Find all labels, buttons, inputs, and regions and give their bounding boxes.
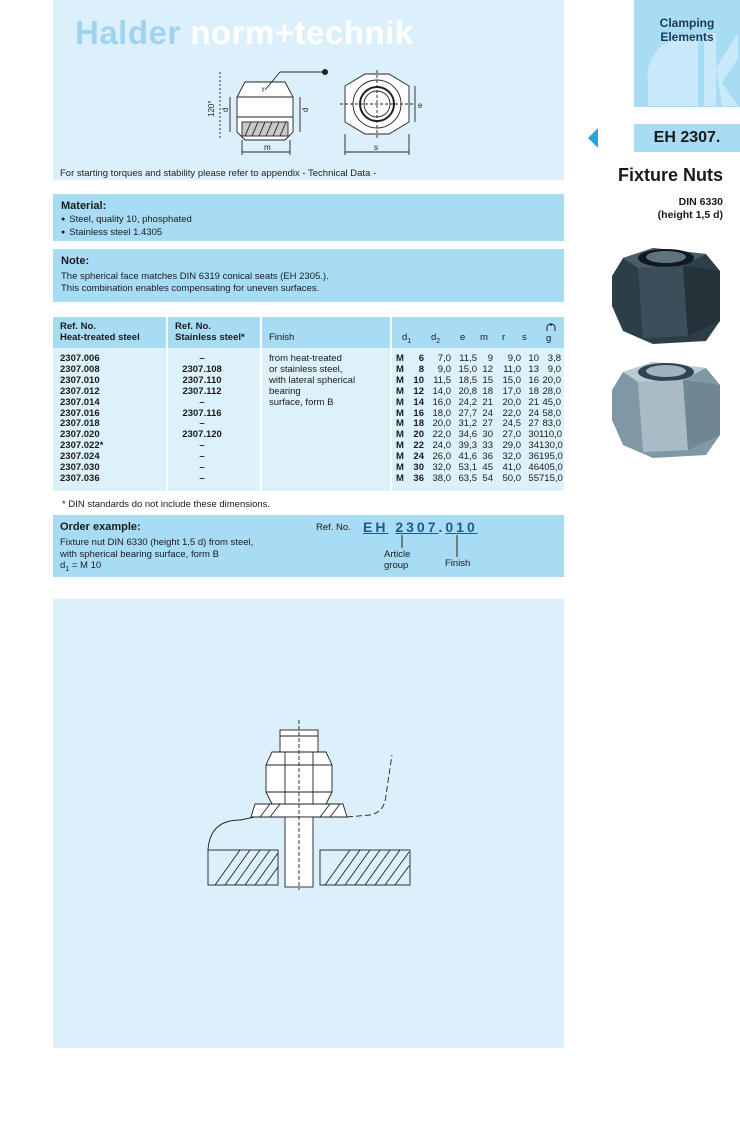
cell-ref1: 2307.036 bbox=[60, 472, 100, 484]
cell-d2: 38,0 bbox=[432, 472, 451, 484]
cell-g: 405,0 bbox=[539, 462, 563, 473]
cell-ref1: 2307.022* bbox=[60, 440, 104, 452]
cell-d2: 24,0 bbox=[432, 440, 451, 452]
d2-label: d bbox=[301, 107, 310, 112]
cell-d1: 30 bbox=[413, 462, 424, 473]
cell-e: 27,7 bbox=[458, 407, 477, 419]
cell-r: 24,5 bbox=[502, 418, 521, 430]
angle-label: 120° bbox=[207, 100, 216, 117]
finish-description: from heat-treated or stainless steel, with lateral spherical bearing surface, form B bbox=[269, 353, 356, 408]
cell-s: 36 bbox=[528, 451, 539, 463]
cell-ref1: 2307.012 bbox=[60, 385, 100, 397]
order-code bbox=[363, 519, 478, 535]
cell-e: 63,5 bbox=[458, 472, 477, 484]
cell-d2: 32,0 bbox=[432, 462, 451, 473]
cell-m: M bbox=[396, 462, 404, 473]
cell-m: M bbox=[396, 451, 404, 463]
cell-d2: 16,0 bbox=[432, 396, 451, 408]
cell-e: 34,6 bbox=[458, 429, 477, 441]
col-header-ref-heat-treated: Ref. No. Heat-treated steel bbox=[60, 321, 140, 343]
cell-mm: 9 bbox=[487, 353, 493, 364]
product-photo-phosphated bbox=[608, 246, 728, 346]
cell-ref2: – bbox=[199, 462, 205, 473]
cell-g: 83,0 bbox=[542, 418, 561, 430]
product-photo-stainless bbox=[608, 360, 728, 460]
cell-e: 15,0 bbox=[458, 363, 477, 375]
brand-name-part2: norm+technik bbox=[190, 14, 414, 51]
cell-ref2: – bbox=[199, 418, 205, 430]
cell-m: M bbox=[396, 407, 404, 419]
cell-s: 18 bbox=[528, 385, 539, 397]
cell-g: 130,0 bbox=[539, 440, 563, 452]
cell-r: 22,0 bbox=[502, 407, 521, 419]
cell-ref2: – bbox=[199, 472, 205, 484]
cell-d2: 20,0 bbox=[432, 418, 451, 430]
order-code-article: 2307 bbox=[395, 519, 439, 535]
s-label: s bbox=[374, 143, 378, 152]
cell-m: M bbox=[396, 440, 404, 452]
col-header-d2: $d_2$ bbox=[431, 332, 441, 345]
order-code-dot: . bbox=[438, 519, 446, 535]
cell-s: 30 bbox=[528, 429, 539, 441]
table-row bbox=[53, 398, 564, 409]
cell-s: 27 bbox=[528, 418, 539, 430]
col-header-ref-stainless: Ref. No. Stainless steel* bbox=[175, 321, 245, 343]
cell-e: 39,3 bbox=[458, 440, 477, 452]
torque-reference-note: For starting torques and stability please refer to appendix - Technical Data - bbox=[60, 168, 377, 179]
material-heading: Material: bbox=[61, 200, 107, 212]
ref-tag: EH 2307. bbox=[634, 124, 740, 152]
cell-g: 20,0 bbox=[542, 374, 561, 386]
order-ref-label: Ref. No. bbox=[316, 522, 351, 533]
cell-ref2: 2307.110 bbox=[182, 374, 222, 386]
brand-logo bbox=[75, 14, 414, 52]
order-heading: Order example: bbox=[60, 521, 141, 533]
cell-d1: 18 bbox=[413, 418, 424, 430]
cell-mm: 54 bbox=[482, 472, 493, 484]
cell-mm: 27 bbox=[482, 418, 493, 430]
cell-g: 715,0 bbox=[539, 472, 563, 484]
material-box bbox=[53, 194, 564, 241]
r-label: r bbox=[262, 85, 265, 94]
note-line: The spherical face matches DIN 6319 conical seats (EH 2305.). bbox=[61, 271, 329, 282]
table-row bbox=[53, 387, 564, 398]
cell-e: 11,5 bbox=[459, 353, 477, 364]
footnote: * DIN standards do not include these dimensions. bbox=[62, 499, 271, 510]
e-label: e bbox=[418, 101, 423, 110]
cell-m: M bbox=[396, 429, 404, 441]
cell-ref1: 2307.018 bbox=[60, 418, 100, 430]
cell-ref1: 2307.008 bbox=[60, 363, 100, 375]
cell-m: M bbox=[396, 472, 404, 484]
cell-ref1: 2307.020 bbox=[60, 429, 100, 441]
col-header-s: s bbox=[522, 332, 527, 343]
table-row bbox=[53, 474, 564, 485]
cell-d1: 20 bbox=[413, 429, 424, 441]
cell-d1: 6 bbox=[418, 353, 424, 364]
cell-g: 58,0 bbox=[542, 407, 561, 419]
cell-r: 15,0 bbox=[502, 374, 521, 386]
col-header-g: g bbox=[546, 333, 552, 344]
order-description: Fixture nut DIN 6330 (height 1,5 d) from steel, with spherical bearing surface, form B $d_1 = M$ 10 bbox=[60, 537, 254, 573]
cell-mm: 24 bbox=[482, 407, 493, 419]
cell-d1: 36 bbox=[413, 472, 424, 484]
cell-r: 41,0 bbox=[502, 462, 521, 473]
cell-d1: 16 bbox=[413, 407, 424, 419]
cell-mm: 15 bbox=[482, 374, 493, 386]
cell-s: 55 bbox=[528, 472, 539, 484]
cell-d1: 12 bbox=[413, 385, 424, 397]
cell-e: 41,6 bbox=[458, 451, 477, 463]
cell-d2: 26,0 bbox=[432, 451, 451, 463]
cell-d2: 14,0 bbox=[432, 385, 451, 397]
cell-m: M bbox=[396, 418, 404, 430]
cell-r: 11,0 bbox=[503, 363, 521, 375]
cell-m: M bbox=[396, 363, 404, 375]
note-box bbox=[53, 249, 564, 302]
cell-ref2: 2307.108 bbox=[182, 363, 222, 375]
col-header-finish: Finish bbox=[269, 332, 295, 343]
cell-ref2: – bbox=[199, 396, 205, 408]
cell-ref1: 2307.016 bbox=[60, 407, 100, 419]
cell-g: 3,8 bbox=[547, 353, 561, 364]
col-header-e: e bbox=[460, 332, 466, 343]
col-header-m: m bbox=[480, 332, 488, 343]
cell-g: 9,0 bbox=[547, 363, 561, 375]
table-rows bbox=[53, 354, 564, 486]
cell-r: 9,0 bbox=[507, 353, 521, 364]
cell-d1: 22 bbox=[413, 440, 424, 452]
note-line: This combination enables compensating for uneven surfaces. bbox=[61, 282, 320, 294]
cell-g: 28,0 bbox=[542, 385, 561, 397]
cell-s: 46 bbox=[528, 462, 539, 473]
order-article-label: Article group bbox=[384, 549, 411, 571]
cell-d1: 14 bbox=[413, 396, 424, 408]
cell-m: M bbox=[396, 385, 404, 397]
cell-g: 195,0 bbox=[539, 451, 563, 463]
cell-r: 50,0 bbox=[502, 472, 521, 484]
order-code-finish: 010 bbox=[445, 519, 478, 535]
cell-r: 29,0 bbox=[502, 440, 521, 452]
cell-e: 31,2 bbox=[458, 418, 477, 430]
cell-ref2: 2307.116 bbox=[182, 407, 222, 419]
order-finish-label: Finish bbox=[445, 558, 471, 569]
cell-d1: 8 bbox=[418, 363, 424, 375]
cell-s: 24 bbox=[528, 407, 539, 419]
order-code-prefix: EH bbox=[363, 519, 389, 535]
cell-ref2: 2307.112 bbox=[182, 385, 222, 397]
note-heading: Note: bbox=[61, 255, 90, 267]
standard-label: DIN 6330 (height 1,5 d) bbox=[657, 196, 723, 221]
cell-m: M bbox=[396, 353, 404, 364]
cell-ref2: – bbox=[199, 353, 205, 364]
cell-d2: 22,0 bbox=[432, 429, 451, 441]
cell-e: 53,1 bbox=[458, 462, 477, 473]
cell-e: 20,8 bbox=[458, 385, 477, 397]
nut-dimension-drawing bbox=[190, 62, 430, 162]
category-title: Clamping Elements bbox=[659, 16, 715, 44]
cell-mm: 12 bbox=[482, 363, 493, 375]
cell-r: 32,0 bbox=[502, 451, 521, 463]
cell-d1: 10 bbox=[413, 374, 424, 386]
cell-d2: 11,5 bbox=[433, 374, 451, 386]
cell-r: 17,0 bbox=[502, 385, 521, 397]
product-title: Fixture Nuts bbox=[617, 165, 723, 185]
m-label: m bbox=[264, 143, 271, 152]
cell-g: 45,0 bbox=[542, 396, 561, 408]
cell-d2: 7,0 bbox=[437, 353, 451, 364]
cell-m: M bbox=[396, 374, 404, 386]
cell-ref1: 2307.010 bbox=[60, 374, 100, 386]
material-item: ● Stainless steel 1.4305 bbox=[61, 227, 556, 240]
cell-g: 110,0 bbox=[539, 429, 563, 441]
cell-r: 20,0 bbox=[502, 396, 521, 408]
brand-name-part1: Halder bbox=[75, 14, 181, 51]
application-drawing bbox=[200, 720, 420, 890]
material-item: ● Steel, quality 10, phosphated bbox=[61, 214, 556, 227]
cell-d2: 18,0 bbox=[432, 407, 451, 419]
cell-ref2: 2307.120 bbox=[182, 429, 222, 441]
cell-ref1: 2307.006 bbox=[60, 353, 100, 364]
col-header-d1: $d_1$ bbox=[402, 332, 412, 345]
cell-e: 18,5 bbox=[458, 374, 477, 386]
cell-s: 16 bbox=[528, 374, 539, 386]
cell-r: 27,0 bbox=[502, 429, 521, 441]
cell-e: 24,2 bbox=[458, 396, 477, 408]
cell-s: 10 bbox=[528, 353, 539, 364]
cell-ref2: – bbox=[199, 451, 205, 463]
cell-ref1: 2307.014 bbox=[60, 396, 100, 408]
ref-arrow-icon bbox=[588, 128, 598, 148]
cell-s: 34 bbox=[528, 440, 539, 452]
cell-ref1: 2307.030 bbox=[60, 462, 100, 473]
cell-mm: 30 bbox=[482, 429, 493, 441]
cell-mm: 33 bbox=[482, 440, 493, 452]
col-header-r: r bbox=[502, 332, 506, 343]
cell-s: 13 bbox=[528, 363, 539, 375]
cell-s: 21 bbox=[528, 396, 539, 408]
d1-label: d bbox=[221, 107, 230, 112]
cell-d1: 24 bbox=[413, 451, 424, 463]
cell-mm: 18 bbox=[482, 385, 493, 397]
cell-ref2: – bbox=[199, 440, 205, 452]
cell-mm: 36 bbox=[482, 451, 493, 463]
cell-d2: 9,0 bbox=[437, 363, 451, 375]
cell-mm: 45 bbox=[482, 462, 493, 473]
cell-m: M bbox=[396, 396, 404, 408]
cell-mm: 21 bbox=[482, 396, 493, 408]
cell-ref1: 2307.024 bbox=[60, 451, 100, 463]
